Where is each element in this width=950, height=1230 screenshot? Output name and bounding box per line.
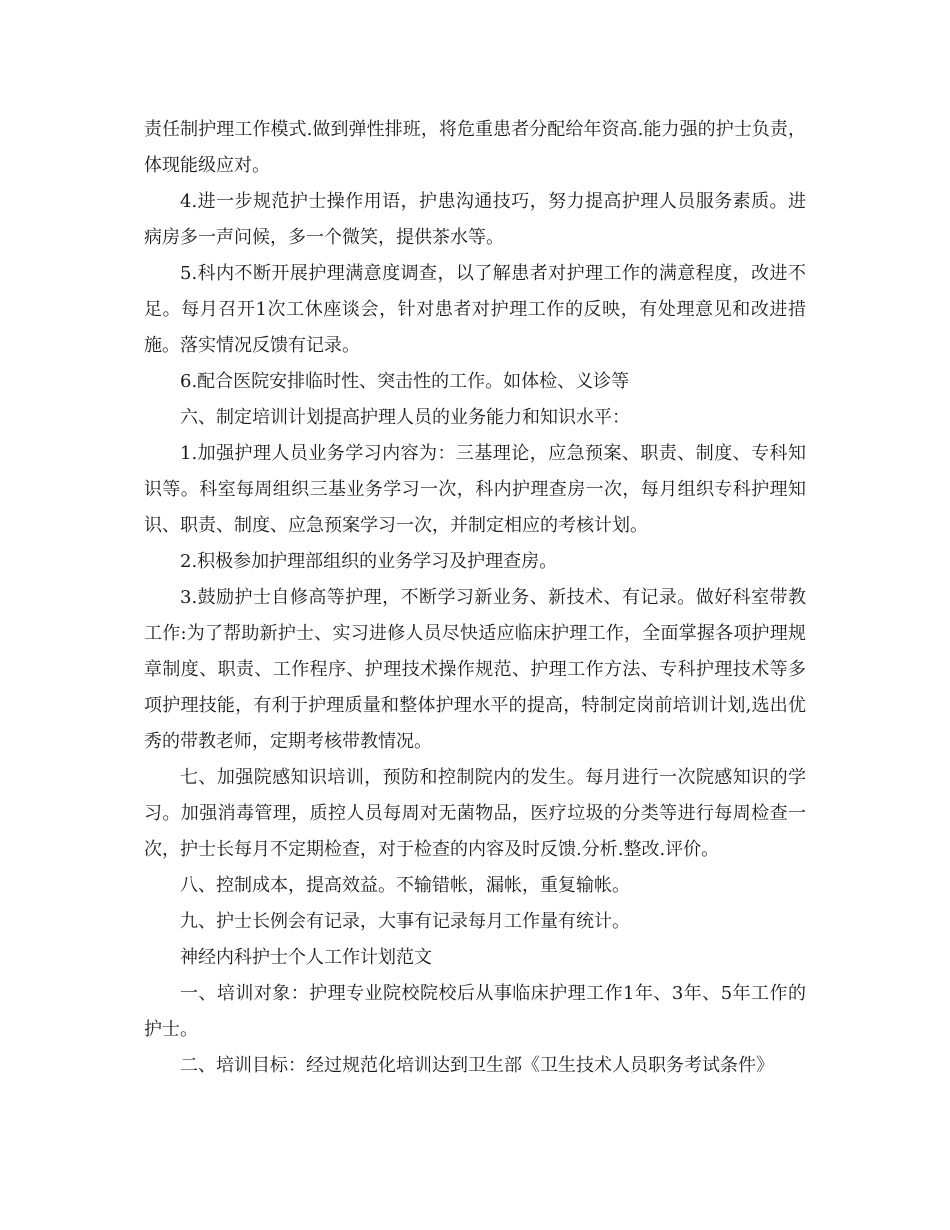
section-paragraph-8: 八、控制成本，提高效益。不输错帐，漏帐，重复输帐。 <box>180 875 630 896</box>
article-title: 神经内科护士个人工作计划范文 <box>180 947 432 968</box>
section-paragraph-7: 七、加强院感知识培训，预防和控制院内的发生。每月进行一次院感知识的学习。加强消毒管理，质控人员每周对无菌物品，医疗垃圾的分类等进行每周检查一次，护士长每月不定期检查，对于检查的内容及时反馈.分析.整改.评价。 <box>144 767 806 860</box>
paragraph-4: 6.配合医院安排临时性、突击性的工作。如体检、义诊等 <box>180 371 630 392</box>
section-heading-6: 六、制定培训计划提高护理人员的业务能力和知识水平： <box>180 407 630 428</box>
paragraph-1: 责任制护理工作模式.做到弹性排班，将危重患者分配给年资高.能力强的护士负责，体现能级应对。 <box>144 119 806 176</box>
paragraph-8: 3.鼓励护士自修高等护理，不断学习新业务、新技术、有记录。做好科室带教工作:为了帮助新护士、实习进修人员尽快适应临床护理工作，全面掌握各项护理规章制度、职责、工作程序、护理技术操作规范、护理工作方法、专科护理技术等多项护理技能，有利于护理质量和整体护理水平的提高，特制定岗前培训计划,选出优秀的带教老师，定期考核带教情况。 <box>144 587 806 752</box>
training-target-paragraph: 一、培训对象：护理专业院校院校后从事临床护理工作1年、3年、5年工作的护士。 <box>144 983 806 1040</box>
paragraph-3: 5.科内不断开展护理满意度调查，以了解患者对护理工作的满意程度，改进不足。每月召开1次工休座谈会，针对患者对护理工作的反映，有处理意见和改进措施。落实情况反馈有记录。 <box>144 263 806 356</box>
training-goal-paragraph: 二、培训目标：经过规范化培训达到卫生部《卫生技术人员职务考试条件》 <box>180 1055 774 1076</box>
paragraph-2: 4.进一步规范护士操作用语，护患沟通技巧，努力提高护理人员服务素质。进病房多一声问候，多一个微笑，提供茶水等。 <box>144 191 806 248</box>
paragraph-7: 2.积极参加护理部组织的业务学习及护理查房。 <box>180 551 558 572</box>
section-paragraph-9: 九、护士长例会有记录，大事有记录每月工作量有统计。 <box>180 911 630 932</box>
document-body <box>144 112 806 1084</box>
paragraph-6: 1.加强护理人员业务学习内容为：三基理论，应急预案、职责、制度、专科知识等。科室每周组织三基业务学习一次，科内护理查房一次，每月组织专科护理知识、职责、制度、应急预案学习一次，并制定相应的考核计划。 <box>144 443 806 536</box>
